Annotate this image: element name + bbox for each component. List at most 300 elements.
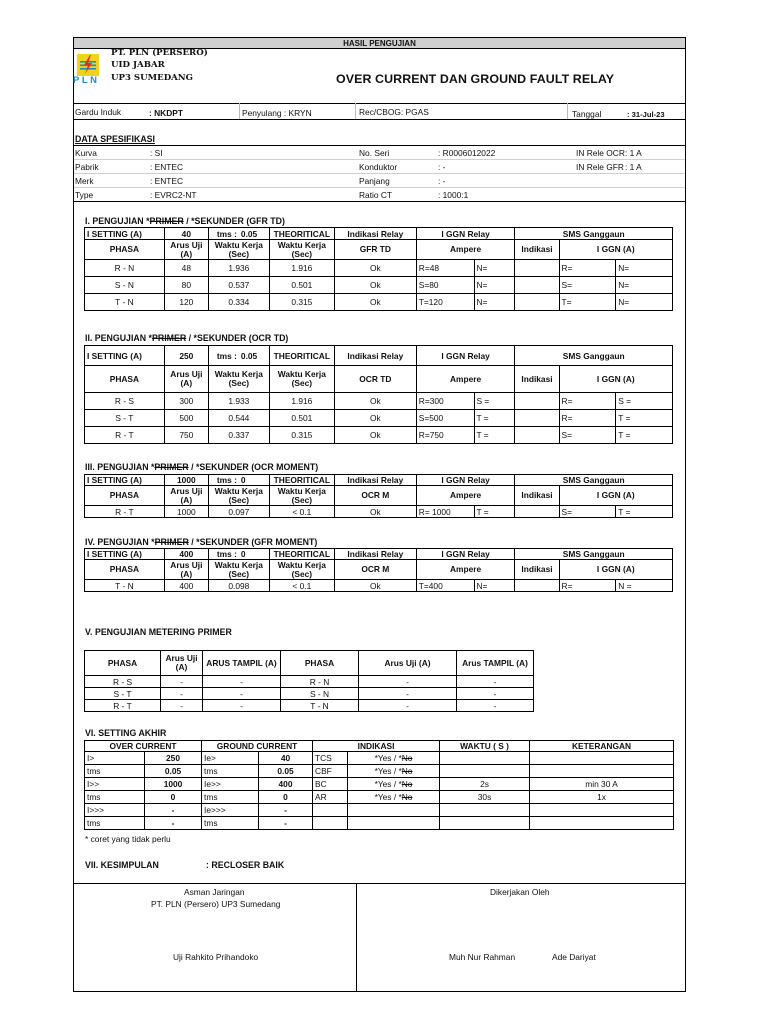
gc-param: tms xyxy=(202,765,259,778)
sms-header: SMS Ganggaun xyxy=(515,346,673,366)
section-3-title: III. PENGUJIAN *PRIMER / *SEKUNDER (OCR MOMENT) xyxy=(85,462,319,472)
test-cell: N= xyxy=(474,260,515,277)
test-cell: T - N xyxy=(85,580,165,592)
indikasi-relay-header: Indikasi Relay xyxy=(334,228,416,240)
tms-field xyxy=(208,549,269,560)
column-header-row xyxy=(85,560,673,580)
spec-merk-value: : ENTEC xyxy=(150,176,184,186)
spec-in-gfr-value: : 1 A xyxy=(625,162,642,172)
spec-pabrik-label: Pabrik xyxy=(75,162,99,172)
sms-header: SMS Ganggaun xyxy=(515,549,673,560)
tms-value: 0 xyxy=(240,475,246,485)
yes-no-cell xyxy=(348,791,440,804)
ampere-header: Ampere xyxy=(416,560,515,580)
ocr-td-test-table xyxy=(84,345,673,444)
test-row xyxy=(85,277,673,294)
test-cell: S= xyxy=(559,277,616,294)
strike-note: * coret yang tidak perlu xyxy=(85,834,171,844)
setting-row xyxy=(85,804,674,817)
spec-konduktor-label: Konduktor xyxy=(359,162,398,172)
test-cell: R=48 xyxy=(416,260,474,277)
metering-cell: - xyxy=(457,688,534,700)
phasa-header: PHASA xyxy=(85,240,165,260)
yes-no-cell xyxy=(348,752,440,765)
metering-cell: - xyxy=(457,676,534,688)
yes-no-cell xyxy=(348,817,440,830)
phasa-header: PHASA xyxy=(85,366,165,393)
oc-value: 250 xyxy=(145,752,202,765)
relay-indicator-header: OCR M xyxy=(334,560,416,580)
test-cell: N= xyxy=(616,277,673,294)
test-cell: R - T xyxy=(85,427,165,444)
sms-header: SMS Ganggaun xyxy=(515,228,673,240)
no-option: No xyxy=(401,792,413,802)
tms-value: 0.05 xyxy=(240,228,258,239)
test-cell: N= xyxy=(616,294,673,311)
test-cell: T = xyxy=(474,506,515,518)
conclusion-value: : RECLOSER BAIK xyxy=(206,860,285,870)
metering-cell: R - T xyxy=(85,700,161,712)
test-cell: 0.544 xyxy=(208,410,269,427)
i-ggn-relay-header: I GGN Relay xyxy=(416,549,515,560)
gc-value: - xyxy=(259,817,313,830)
indikasi-header: Indikasi xyxy=(515,486,559,506)
test-cell: N= xyxy=(474,580,515,592)
spec-panjang-label: Panjang xyxy=(359,176,390,186)
tms-value: 0.05 xyxy=(240,350,258,361)
ampere-header: Ampere xyxy=(416,366,515,393)
test-cell: 1.936 xyxy=(208,260,269,277)
test-cell: R= xyxy=(559,410,616,427)
test-cell: N= xyxy=(474,277,515,294)
section-4-title: IV. PENGUJIAN *PRIMER / *SEKUNDER (GFR MOMENT) xyxy=(85,537,318,547)
test-row xyxy=(85,410,673,427)
no-option: No xyxy=(401,779,413,789)
oc-param: tms xyxy=(85,817,145,830)
keterangan-value: min 30 A xyxy=(530,778,674,791)
sms-header: SMS Ganggaun xyxy=(515,475,673,486)
spec-kurva-label: Kurva xyxy=(75,148,97,158)
oc-param: I>>> xyxy=(85,804,145,817)
indikasi-relay-header: Indikasi Relay xyxy=(334,475,416,486)
test-cell: 0.097 xyxy=(208,506,269,518)
section-6-title: VI. SETTING AKHIR xyxy=(85,728,167,738)
theoretical-waktu-header: Waktu Kerja (Sec) xyxy=(269,240,334,260)
document-title: OVER CURRENT DAN GROUND FAULT RELAY xyxy=(336,72,615,86)
i-setting-label: I SETTING (A) xyxy=(85,475,165,486)
metering-cell: R - S xyxy=(85,676,161,688)
test-cell: S = xyxy=(474,393,515,410)
test-cell: T = xyxy=(616,506,673,518)
gc-param: Ie>> xyxy=(202,778,259,791)
tms-value: 0 xyxy=(240,549,246,559)
yes-option: *Yes / * xyxy=(374,779,402,789)
spec-ratio-label: Ratio CT xyxy=(359,190,393,200)
test-row xyxy=(85,506,673,518)
relay-indicator-header: GFR TD xyxy=(334,240,416,260)
waktu-kerja-header: Waktu Kerja (Sec) xyxy=(208,366,269,393)
test-cell: R - S xyxy=(85,393,165,410)
gfr-td-test-table xyxy=(84,227,673,311)
oc-value: - xyxy=(145,804,202,817)
tms-field xyxy=(208,228,269,240)
test-cell: R= 1000 xyxy=(416,506,474,518)
ampere-header: Ampere xyxy=(416,240,515,260)
company-unit: UID JABAR xyxy=(111,60,165,70)
test-cell: R - N xyxy=(85,260,165,277)
column-header-row xyxy=(85,240,673,260)
metering-cell: - xyxy=(359,688,457,700)
metering-cell: - xyxy=(457,700,534,712)
gc-value: - xyxy=(259,804,313,817)
metering-cell: - xyxy=(161,688,203,700)
test-cell: T= xyxy=(559,294,616,311)
metering-cell: S - T xyxy=(85,688,161,700)
spec-panjang-value: : - xyxy=(438,176,446,186)
test-cell: 1000 xyxy=(164,506,208,518)
test-cell: S= xyxy=(559,506,616,518)
test-cell: S=500 xyxy=(416,410,474,427)
i-setting-value: 40 xyxy=(164,228,208,240)
theoritical-header: THEORITICAL xyxy=(269,228,334,240)
setting-row xyxy=(85,752,674,765)
waktu-value xyxy=(440,804,530,817)
test-cell: R=750 xyxy=(416,427,474,444)
test-cell: Ok xyxy=(334,506,416,518)
test-cell: 48 xyxy=(164,260,208,277)
test-cell: N= xyxy=(474,294,515,311)
test-cell: T = xyxy=(474,427,515,444)
waktu-value xyxy=(440,752,530,765)
theoritical-header: THEORITICAL xyxy=(269,475,334,486)
tanggal-value: : 31-Jul-23 xyxy=(627,110,665,119)
oc-value: - xyxy=(145,817,202,830)
i-ggn-a-header: I GGN (A) xyxy=(559,366,672,393)
spec-seri-label: No. Seri xyxy=(359,148,390,158)
i-ggn-a-header: I GGN (A) xyxy=(559,486,672,506)
indikasi-header: INDIKASI xyxy=(313,741,440,752)
test-cell: S=80 xyxy=(416,277,474,294)
company-name: PT. PLN (PERSERO) xyxy=(111,48,208,58)
indikasi-code: AR xyxy=(313,791,348,804)
gardu-value: : NKDPT xyxy=(149,108,183,118)
indikasi-code: CBF xyxy=(313,765,348,778)
spec-seri-value: : R0006012022 xyxy=(438,148,496,158)
gardu-label: Gardu Induk xyxy=(75,107,122,117)
metering-header: PHASA xyxy=(281,651,359,676)
test-cell: 0.501 xyxy=(269,277,334,294)
test-cell xyxy=(515,580,559,592)
ampere-header: Ampere xyxy=(416,486,515,506)
metering-header: Arus Uji (A) xyxy=(359,651,457,676)
setting-row xyxy=(85,791,674,804)
yes-option: *Yes / * xyxy=(374,766,402,776)
waktu-kerja-header: Waktu Kerja (Sec) xyxy=(208,560,269,580)
test-row xyxy=(85,580,673,592)
i-setting-label: I SETTING (A) xyxy=(85,346,165,366)
column-header-row xyxy=(85,486,673,506)
section-1-title: I. PENGUJIAN *PRIMER / *SEKUNDER (GFR TD) xyxy=(85,216,285,226)
setting-row xyxy=(85,765,674,778)
indikasi-header: Indikasi xyxy=(515,366,559,393)
signature-right-role: Dikerjakan Oleh xyxy=(490,887,550,897)
indikasi-header: Indikasi xyxy=(515,560,559,580)
metering-cell: S - N xyxy=(281,688,359,700)
waktu-header: WAKTU ( S ) xyxy=(440,741,530,752)
test-cell: S - N xyxy=(85,277,165,294)
signature-right-name-2: Ade Dariyat xyxy=(552,952,596,962)
keterangan-value: 1x xyxy=(530,791,674,804)
test-cell xyxy=(515,294,559,311)
no-option: No xyxy=(401,753,413,763)
test-cell: T=120 xyxy=(416,294,474,311)
i-ggn-relay-header: I GGN Relay xyxy=(416,228,515,240)
logo-text: PLN xyxy=(73,75,100,86)
waktu-kerja-header: Waktu Kerja (Sec) xyxy=(208,240,269,260)
company-sub-unit: UP3 SUMEDANG xyxy=(111,73,194,83)
test-cell: Ok xyxy=(334,410,416,427)
i-ggn-relay-header: I GGN Relay xyxy=(416,346,515,366)
phasa-header: PHASA xyxy=(85,560,165,580)
test-cell: T=400 xyxy=(416,580,474,592)
final-setting-table xyxy=(84,740,674,830)
theoritical-header: THEORITICAL xyxy=(269,549,334,560)
test-row xyxy=(85,294,673,311)
gfr-moment-test-table xyxy=(84,548,673,592)
i-ggn-a-header: I GGN (A) xyxy=(559,560,672,580)
signature-left-name: Uji Rahkito Prihandoko xyxy=(173,952,259,962)
test-cell: < 0.1 xyxy=(269,580,334,592)
no-option: No xyxy=(401,766,413,776)
spec-pabrik-value: : ENTEC xyxy=(150,162,184,172)
relay-indicator-header: OCR M xyxy=(334,486,416,506)
tms-field xyxy=(208,346,269,366)
test-cell: 80 xyxy=(164,277,208,294)
i-setting-value: 400 xyxy=(164,549,208,560)
test-cell: 500 xyxy=(164,410,208,427)
yes-no-cell xyxy=(348,778,440,791)
test-cell: R=300 xyxy=(416,393,474,410)
over-current-header: OVER CURRENT xyxy=(85,741,202,752)
test-cell: R - T xyxy=(85,506,165,518)
setting-row xyxy=(85,346,673,366)
gc-value: 40 xyxy=(259,752,313,765)
metering-row xyxy=(85,700,534,712)
spec-kurva-value: : SI xyxy=(150,148,163,158)
test-cell: 750 xyxy=(164,427,208,444)
test-cell: 1.916 xyxy=(269,260,334,277)
tms-label: tms : xyxy=(216,475,237,485)
test-cell: 0.315 xyxy=(269,294,334,311)
setting-row xyxy=(85,475,673,486)
ocr-moment-test-table xyxy=(84,474,673,518)
tanggal-label: Tanggal xyxy=(572,109,602,119)
test-cell: 1.933 xyxy=(208,393,269,410)
setting-row xyxy=(85,228,673,240)
arus-uji-header: Arus Uji (A) xyxy=(164,560,208,580)
spec-type-value: : EVRC2-NT xyxy=(150,190,197,200)
test-cell: Ok xyxy=(334,260,416,277)
indikasi-relay-header: Indikasi Relay xyxy=(334,549,416,560)
metering-cell: R - N xyxy=(281,676,359,688)
test-cell: 300 xyxy=(164,393,208,410)
i-ggn-relay-header: I GGN Relay xyxy=(416,475,515,486)
signature-right-name-1: Muh Nur Rahman xyxy=(449,952,516,962)
waktu-value: 30s xyxy=(440,791,530,804)
phasa-header: PHASA xyxy=(85,486,165,506)
metering-cell: - xyxy=(359,700,457,712)
penyulang-field: Penyulang : KRYN xyxy=(242,108,312,118)
test-cell: S = xyxy=(616,393,673,410)
test-cell: N= xyxy=(616,260,673,277)
oc-value: 0 xyxy=(145,791,202,804)
oc-param: tms xyxy=(85,765,145,778)
indikasi-code xyxy=(313,817,348,830)
metering-cell: - xyxy=(161,700,203,712)
i-setting-value: 1000 xyxy=(164,475,208,486)
relay-indicator-header: OCR TD xyxy=(334,366,416,393)
metering-row xyxy=(85,676,534,688)
test-cell: < 0.1 xyxy=(269,506,334,518)
setting-row xyxy=(85,549,673,560)
test-cell xyxy=(515,410,559,427)
yes-option: *Yes / * xyxy=(374,753,402,763)
test-cell: 0.537 xyxy=(208,277,269,294)
rec-field: Rec/CBOG: PGAS xyxy=(359,107,429,117)
test-cell: T = xyxy=(616,410,673,427)
yes-no-cell xyxy=(348,765,440,778)
section-7-title: VII. KESIMPULAN xyxy=(85,860,159,870)
test-cell: 0.315 xyxy=(269,427,334,444)
keterangan-value xyxy=(530,817,674,830)
gc-param: Ie>>> xyxy=(202,804,259,817)
test-row xyxy=(85,260,673,277)
indikasi-code xyxy=(313,804,348,817)
i-setting-value: 250 xyxy=(164,346,208,366)
metering-header: Arus TAMPIL (A) xyxy=(457,651,534,676)
indikasi-header: Indikasi xyxy=(515,240,559,260)
metering-cell: - xyxy=(203,688,281,700)
gc-value: 0.05 xyxy=(259,765,313,778)
spec-konduktor-value: : - xyxy=(438,162,446,172)
arus-uji-header: Arus Uji (A) xyxy=(164,366,208,393)
metering-cell: - xyxy=(161,676,203,688)
setting-header-row xyxy=(85,741,674,752)
gc-param: tms xyxy=(202,817,259,830)
tms-field xyxy=(208,475,269,486)
i-ggn-a-header: I GGN (A) xyxy=(559,240,672,260)
yes-option: *Yes / * xyxy=(374,792,402,802)
keterangan-header: KETERANGAN xyxy=(530,741,674,752)
theoretical-waktu-header: Waktu Kerja (Sec) xyxy=(269,560,334,580)
metering-cell: - xyxy=(359,676,457,688)
column-header-row xyxy=(85,366,673,393)
signature-left-org: PT. PLN (Persero) UP3 Sumedang xyxy=(151,899,281,909)
metering-cell: - xyxy=(203,700,281,712)
indikasi-code: BC xyxy=(313,778,348,791)
spec-title: DATA SPESIFIKASI xyxy=(75,134,155,144)
test-cell: Ok xyxy=(334,427,416,444)
metering-header: PHASA xyxy=(85,651,161,676)
arus-uji-header: Arus Uji (A) xyxy=(164,240,208,260)
metering-cell: - xyxy=(203,676,281,688)
test-cell: Ok xyxy=(334,294,416,311)
test-cell: 0.334 xyxy=(208,294,269,311)
theoritical-header: THEORITICAL xyxy=(269,346,334,366)
yes-no-cell xyxy=(348,804,440,817)
section-5-title: V. PENGUJIAN METERING PRIMER xyxy=(85,627,232,637)
test-cell: 1.916 xyxy=(269,393,334,410)
keterangan-value xyxy=(530,804,674,817)
test-cell xyxy=(515,427,559,444)
test-cell: 0.098 xyxy=(208,580,269,592)
test-cell: Ok xyxy=(334,277,416,294)
tms-label: tms : xyxy=(216,350,237,361)
test-cell: R= xyxy=(559,260,616,277)
waktu-value xyxy=(440,765,530,778)
i-setting-label: I SETTING (A) xyxy=(85,228,165,240)
signature-left-role: Asman Jaringan xyxy=(184,887,245,897)
metering-header: Arus Uji (A) xyxy=(161,651,203,676)
arus-uji-header: Arus Uji (A) xyxy=(164,486,208,506)
metering-primer-table xyxy=(84,650,534,712)
keterangan-value xyxy=(530,765,674,778)
ground-current-header: GROUND CURRENT xyxy=(202,741,313,752)
setting-row xyxy=(85,817,674,830)
test-cell: S= xyxy=(559,427,616,444)
test-cell: N = xyxy=(616,580,673,592)
spec-type-label: Type xyxy=(75,190,94,200)
test-cell: 0.337 xyxy=(208,427,269,444)
oc-value: 0.05 xyxy=(145,765,202,778)
test-cell xyxy=(515,260,559,277)
test-cell: Ok xyxy=(334,393,416,410)
gc-value: 0 xyxy=(259,791,313,804)
tms-label: tms : xyxy=(216,549,237,559)
test-cell: 400 xyxy=(164,580,208,592)
spec-ratio-value: : 1000:1 xyxy=(438,190,469,200)
oc-value: 1000 xyxy=(145,778,202,791)
test-cell: S - T xyxy=(85,410,165,427)
test-cell: Ok xyxy=(334,580,416,592)
test-row xyxy=(85,427,673,444)
spec-in-ocr-value: : 1 A xyxy=(625,148,642,158)
i-setting-label: I SETTING (A) xyxy=(85,549,165,560)
test-cell: T = xyxy=(616,427,673,444)
test-cell: R= xyxy=(559,580,616,592)
spec-in-gfr-label: IN Rele GFR xyxy=(576,162,624,172)
test-cell: 120 xyxy=(164,294,208,311)
metering-row xyxy=(85,688,534,700)
theoretical-waktu-header: Waktu Kerja (Sec) xyxy=(269,366,334,393)
gc-param: Ie> xyxy=(202,752,259,765)
test-cell xyxy=(515,393,559,410)
gc-value: 400 xyxy=(259,778,313,791)
theoretical-waktu-header: Waktu Kerja (Sec) xyxy=(269,486,334,506)
report-top-title: HASIL PENGUJIAN xyxy=(343,39,416,48)
test-cell: T - N xyxy=(85,294,165,311)
setting-row xyxy=(85,778,674,791)
waktu-kerja-header: Waktu Kerja (Sec) xyxy=(208,486,269,506)
test-row xyxy=(85,393,673,410)
test-cell: 0.501 xyxy=(269,410,334,427)
test-cell xyxy=(515,277,559,294)
waktu-value xyxy=(440,817,530,830)
metering-cell: T - N xyxy=(281,700,359,712)
oc-param: tms xyxy=(85,791,145,804)
test-cell: T = xyxy=(474,410,515,427)
indikasi-relay-header: Indikasi Relay xyxy=(334,346,416,366)
